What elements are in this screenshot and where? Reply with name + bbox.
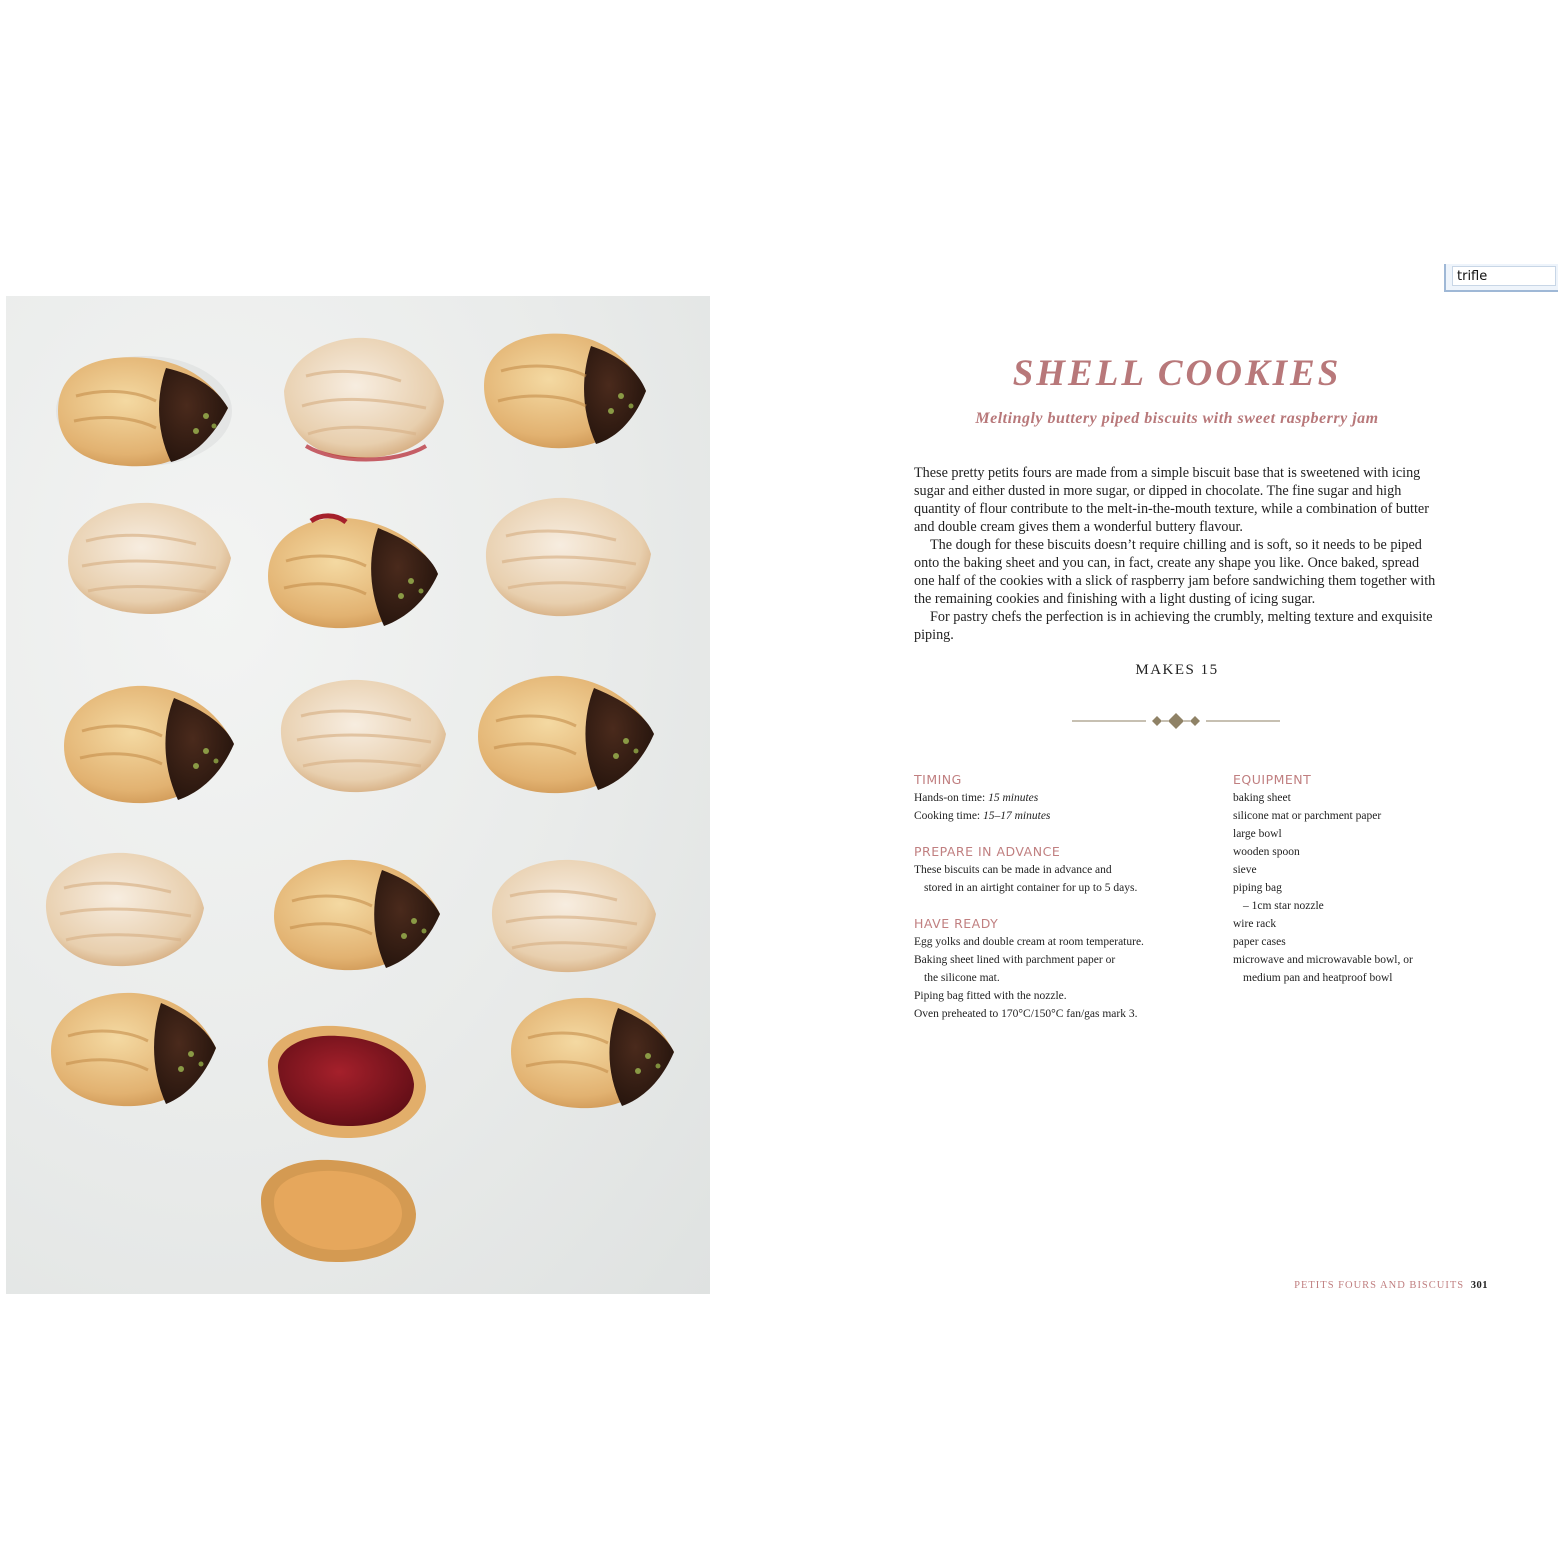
cooking-label: Cooking time: (914, 810, 981, 822)
equipment-item: wooden spoon (1233, 846, 1300, 858)
search-box (1444, 264, 1558, 292)
cookie-half-jam (268, 1026, 426, 1138)
cookie-half-plain (261, 1160, 416, 1262)
cookie-dipped (51, 993, 216, 1106)
recipe-info-left (914, 771, 1204, 1023)
makes-yield: MAKES 15 (1135, 662, 1219, 678)
intro-paragraph: For pastry chefs the perfection is in achieving the crumbly, melting texture and exquisite piping. (914, 609, 1433, 643)
equipment-heading: EQUIPMENT (1233, 772, 1312, 787)
cookie-dipped (56, 356, 232, 466)
equipment-section (1233, 771, 1493, 987)
search-input[interactable] (1452, 266, 1556, 286)
have-ready-item: Baking sheet lined with parchment paper or (914, 954, 1116, 966)
cooking-time (914, 807, 1204, 825)
cookie-dipped (64, 686, 234, 803)
cookie-dipped (478, 676, 654, 793)
equipment-item: silicone mat or parchment paper (1233, 810, 1382, 822)
have-ready-item: the silicone mat. (924, 972, 1000, 984)
cookie-sugared (486, 498, 651, 616)
hands-on-value: 15 minutes (988, 792, 1039, 804)
prepare-text: These biscuits can be made in advance and (914, 864, 1112, 876)
cookie-sugared (68, 503, 231, 614)
hands-on-label: Hands-on time: (914, 792, 986, 804)
cookie-photo-art (6, 296, 710, 1294)
cookie-dipped (268, 516, 438, 628)
equipment-item: large bowl (1233, 828, 1282, 840)
equipment-item: – 1cm star nozzle (1243, 900, 1324, 912)
timing-section (914, 771, 1204, 825)
page-number: 301 (1470, 1280, 1488, 1291)
intro-paragraph: The dough for these biscuits doesn’t require chilling and is soft, so it needs to be piped onto the baking sheet and you can, in fact, create any shape you like. Once baked, spread one half of the cookies with a slick of raspberry jam before sandwiching them together with the remaining cookies and finishing with a light dusting of icing sugar. (914, 537, 1436, 607)
footer-section-name: PETITS FOURS AND BISCUITS (1294, 1280, 1465, 1291)
equipment-item: microwave and microwavable bowl, or (1233, 954, 1413, 966)
cookie-dipped (484, 334, 646, 449)
equipment-item: wire rack (1233, 918, 1277, 930)
prepare-heading: PREPARE IN ADVANCE (914, 844, 1061, 859)
recipe-subtitle: Meltingly buttery piped biscuits with sweet raspberry jam (975, 410, 1379, 427)
hands-on-time (914, 789, 1204, 807)
have-ready-item: Oven preheated to 170°C/150°C fan/gas mark 3. (914, 1008, 1138, 1020)
equipment-item: piping bag (1233, 882, 1282, 894)
equipment-item: medium pan and heatproof bowl (1243, 972, 1393, 984)
cookie-sugared (492, 860, 656, 972)
recipe-title: SHELL COOKIES (1012, 353, 1342, 394)
cookie-photo (6, 296, 710, 1294)
timing-heading: TIMING (914, 772, 962, 787)
cookie-dipped (511, 998, 674, 1108)
equipment-item: paper cases (1233, 936, 1286, 948)
intro-paragraph: These pretty petits fours are made from a simple biscuit base that is sweetened with icing sugar and either dusted in more sugar, or dipped in chocolate. The fine sugar and high quantity of flour contribute to the melt-in-the-mouth texture, while a combination of butter and double cream gives them a wonderful buttery flavour. (914, 465, 1429, 535)
cookie-sugared (281, 680, 446, 792)
diamond-divider-icon (1072, 710, 1280, 732)
have-ready-heading: HAVE READY (914, 916, 999, 931)
cookie-dipped (274, 860, 440, 970)
prepare-text: stored in an airtight container for up to 5 days. (924, 882, 1138, 894)
prepare-section (914, 843, 1204, 897)
equipment-item: baking sheet (1233, 792, 1291, 804)
recipe-intro (914, 464, 1442, 644)
page-footer (1190, 1280, 1488, 1291)
cookie-sugared (284, 338, 444, 460)
cookie-sugared (46, 853, 204, 966)
have-ready-item: Piping bag fitted with the nozzle. (914, 990, 1067, 1002)
have-ready-section (914, 915, 1204, 1023)
cooking-value: 15–17 minutes (983, 810, 1051, 822)
equipment-item: sieve (1233, 864, 1257, 876)
have-ready-item: Egg yolks and double cream at room temperature. (914, 936, 1144, 948)
